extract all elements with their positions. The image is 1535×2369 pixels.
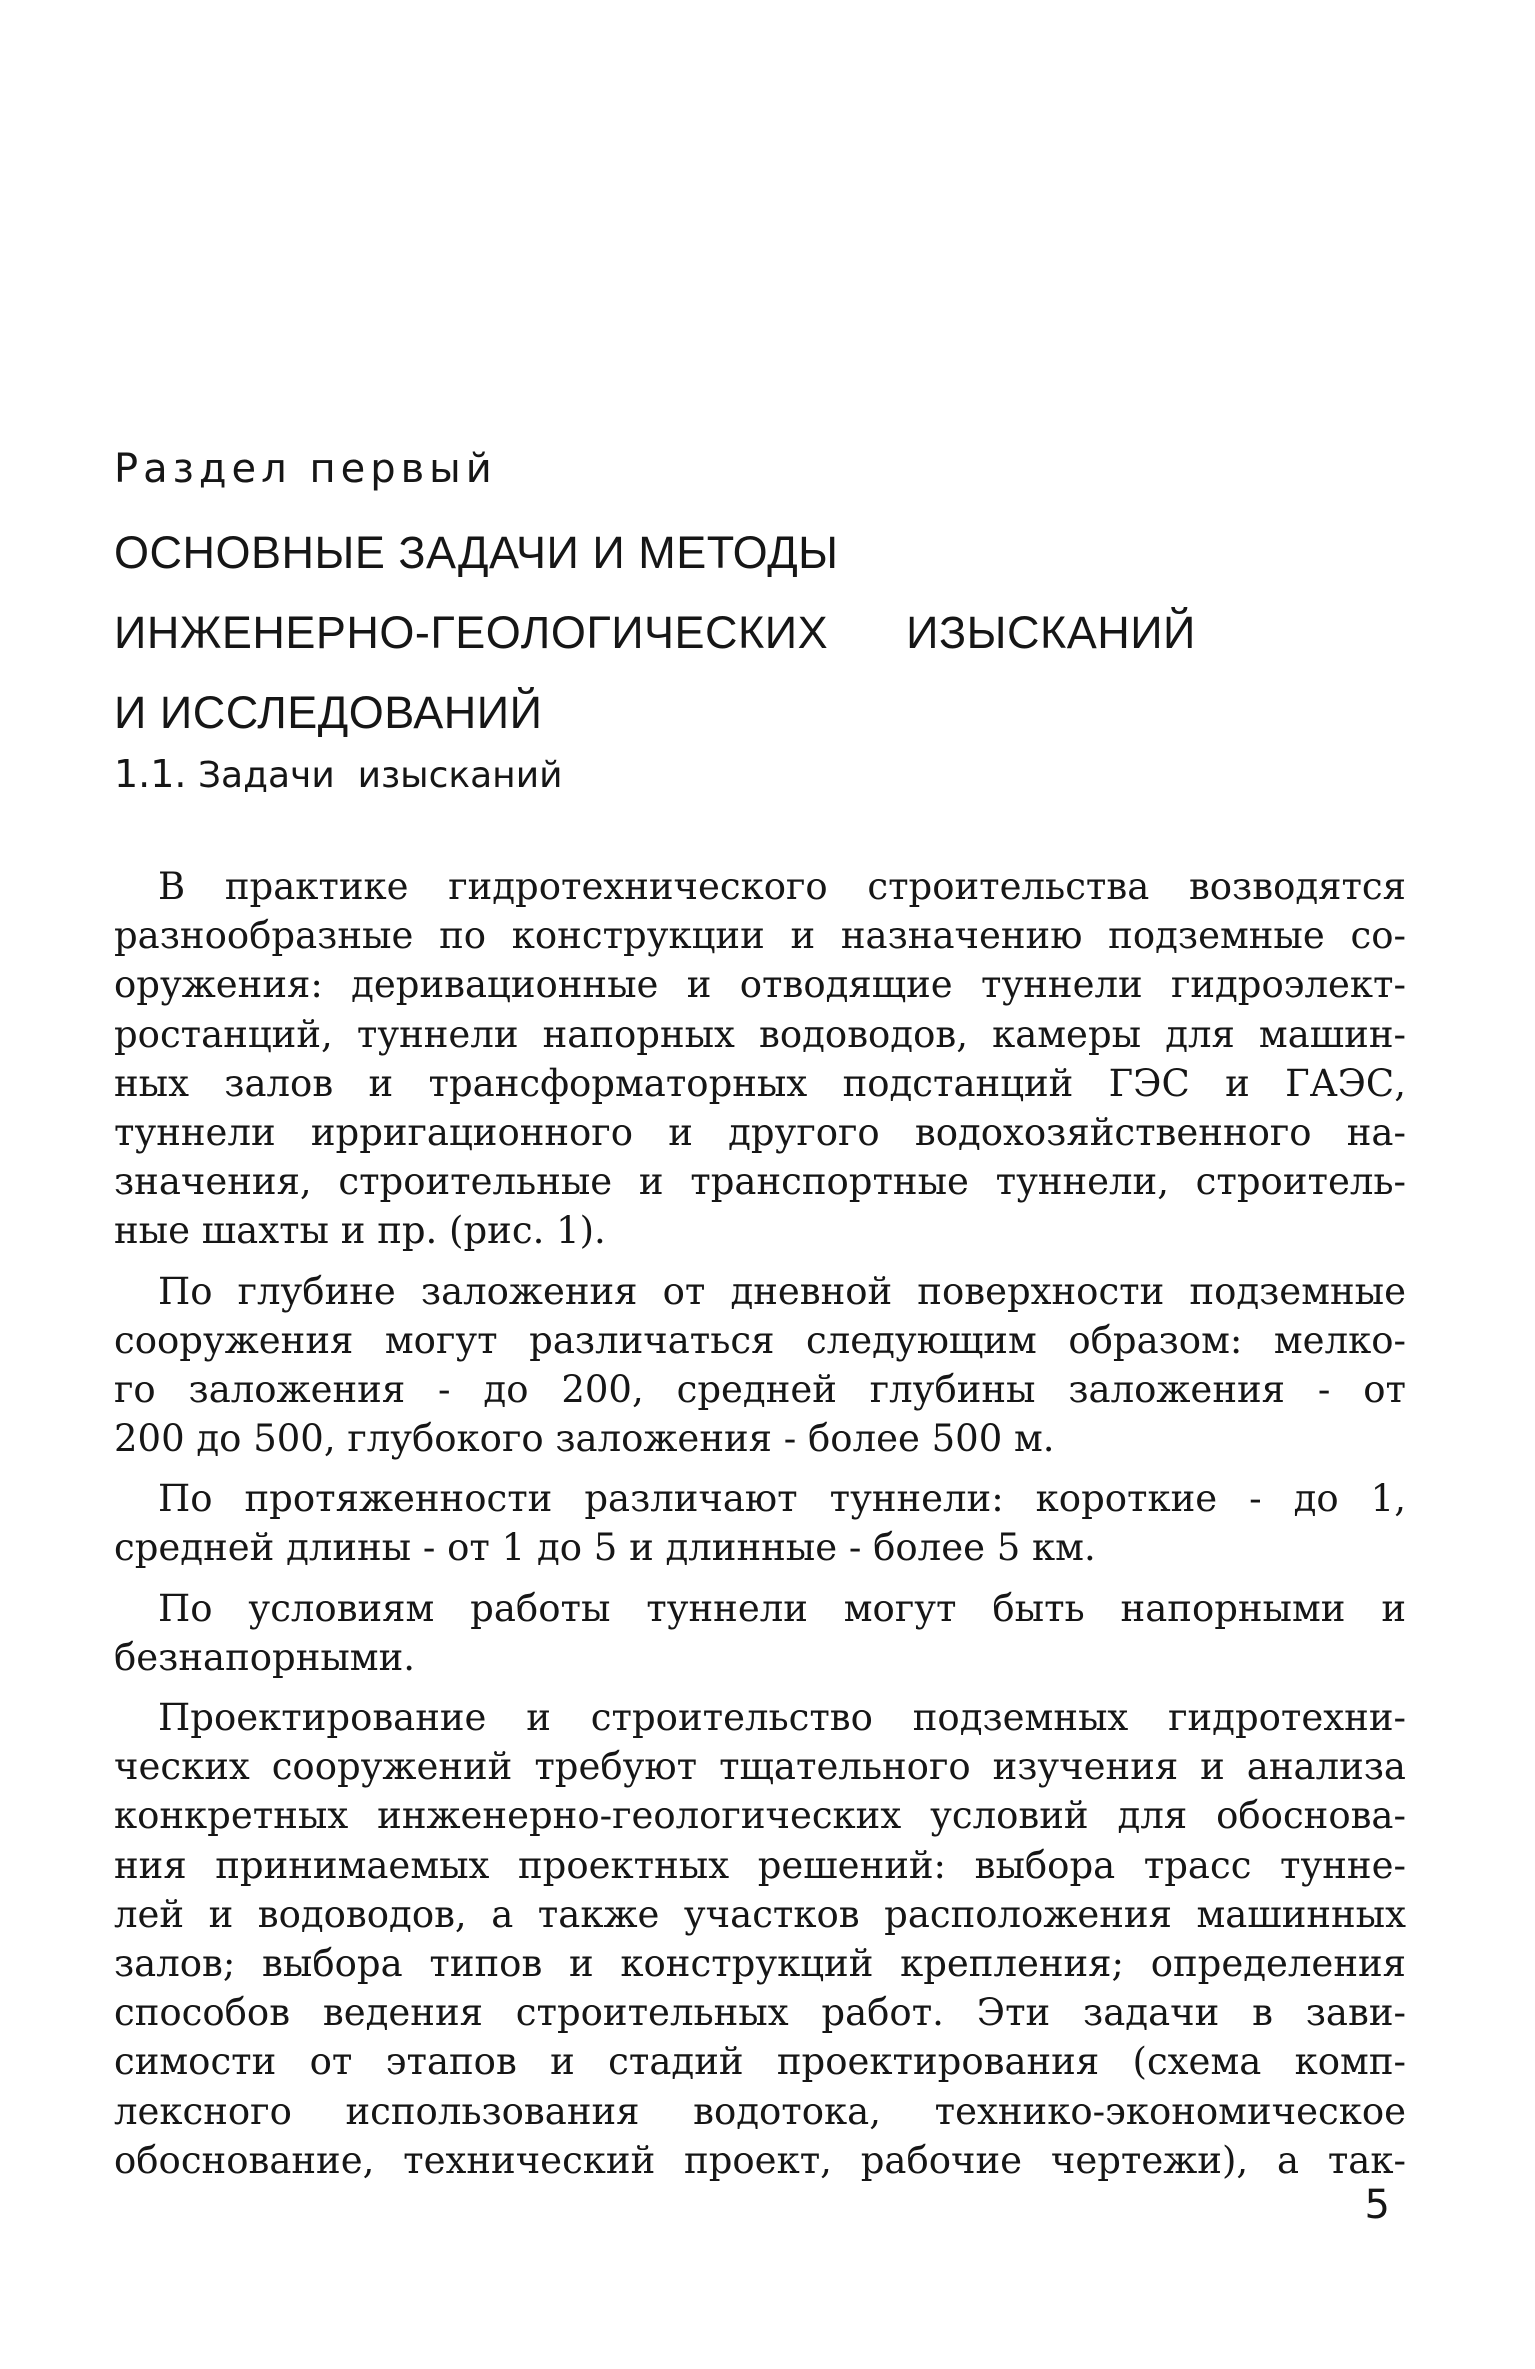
section-title-line: ИНЖЕНЕРНО-ГЕОЛОГИЧЕСКИХ ИЗЫСКАНИЙ — [114, 607, 1196, 658]
text-line: Проектирование и строительство подземных гидротехни- — [158, 1696, 1406, 1739]
text-line: го заложения - до 200, средней глубины заложения - от — [114, 1367, 1406, 1411]
paragraph — [114, 862, 1406, 1256]
subsection-number: 1.1. — [114, 752, 187, 796]
subsection-heading — [114, 752, 563, 796]
text-line: По глубине заложения от дневной поверхности подземные — [158, 1269, 1406, 1313]
text-line: безнапорными. — [114, 1635, 416, 1679]
paragraph — [114, 1584, 1406, 1682]
text-line: залов; выбора типов и конструкций крепления; определения — [114, 1941, 1406, 1985]
text-line: ные шахты и пр. (рис. 1). — [114, 1209, 606, 1253]
page-number: 5 — [1364, 2182, 1390, 2228]
subsection-title: Задачи изысканий — [197, 755, 563, 796]
section-title — [114, 513, 1196, 753]
text-line: ных залов и трансформаторных подстанций ГЭС и ГАЭС, — [114, 1061, 1406, 1105]
text-line: средней длины - от 1 до 5 и длинные - более 5 км. — [114, 1526, 1096, 1570]
section-title-line: И ИССЛЕДОВАНИЙ — [114, 687, 543, 738]
text-line: 200 до 500, глубокого заложения - более 500 м. — [114, 1417, 1055, 1461]
text-line: лей и водоводов, а также участков расположения машинных — [114, 1892, 1406, 1936]
paragraph — [114, 1267, 1406, 1464]
paragraph — [114, 1693, 1406, 2185]
text-line: сооружения могут различаться следующим образом: мелко- — [114, 1318, 1406, 1362]
section-label: Раздел первый — [114, 446, 497, 492]
text-line: симости от этапов и стадий проектирования (схема комп- — [114, 2040, 1406, 2084]
text-line: В практике гидротехнического строительства возводятся — [158, 865, 1406, 908]
paragraph — [114, 1474, 1406, 1572]
text-line: оружения: деривационные и отводящие туннели гидроэлект- — [114, 963, 1406, 1007]
text-line: значения, строительные и транспортные туннели, строитель- — [114, 1160, 1406, 1204]
text-line: конкретных инженерно-геологических условий для обоснова- — [114, 1794, 1406, 1838]
text-line: ростанций, туннели напорных водоводов, камеры для машин- — [114, 1012, 1406, 1056]
text-line: лексного использования водотока, технико-экономическое — [114, 2089, 1406, 2133]
text-line: ческих сооружений требуют тщательного изучения и анализа — [114, 1745, 1406, 1789]
body-text — [114, 862, 1406, 2196]
section-title-line: ОСНОВНЫЕ ЗАДАЧИ И МЕТОДЫ — [114, 527, 839, 578]
text-line: По условиям работы туннели могут быть напорными и — [158, 1586, 1406, 1630]
text-line: способов ведения строительных работ. Эти задачи в зави- — [114, 1991, 1406, 2035]
text-line: разнообразные по конструкции и назначению подземные со- — [114, 914, 1406, 958]
text-line: По протяженности различают туннели: короткие - до 1, — [158, 1477, 1406, 1521]
text-line: ния принимаемых проектных решений: выбора трасс тунне- — [114, 1843, 1406, 1887]
text-line: обоснование, технический проект, рабочие чертежи), а так- — [114, 2138, 1406, 2182]
text-line: туннели ирригационного и другого водохозяйственного на- — [114, 1110, 1406, 1154]
